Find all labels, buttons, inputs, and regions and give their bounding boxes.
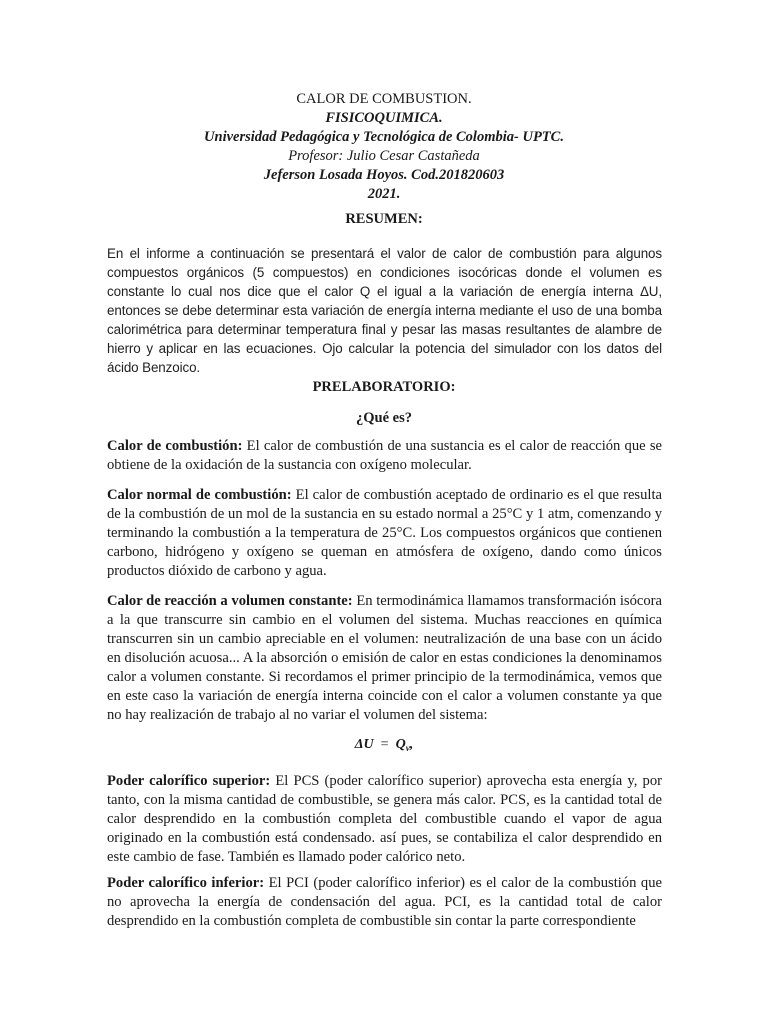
definition-calor-normal — [107, 486, 662, 581]
definition-pci — [107, 874, 662, 931]
definition-term: Calor normal de combustión: — [107, 487, 292, 503]
definition-volumen-constante — [107, 592, 662, 725]
equation-lhs: ΔU — [354, 737, 374, 752]
author-line: Jeferson Losada Hoyos. Cod.201820603 — [263, 167, 505, 183]
equation-tail: , — [409, 737, 414, 752]
definition-term: Calor de combustión: — [107, 438, 243, 454]
definition-text: El PCI (poder calorífico inferior) es el calor de la combustión que no aprovecha la energía de condensación del agua. PCI, es la cantidad total de calor desprendido en la combustión completa de combustible sin contar la parte correspondiente — [107, 875, 662, 929]
subject-line: FISICOQUIMICA. — [325, 110, 443, 126]
document-header — [0, 90, 768, 204]
prelab-question: ¿Qué es? — [356, 410, 412, 426]
prelab-heading: PRELABORATORIO: — [312, 379, 456, 395]
equation-rhs: Q — [395, 737, 406, 752]
resumen-heading: RESUMEN: — [345, 211, 423, 227]
resumen-paragraph: En el informe a continuación se presentará el valor de calor de combustión para algunos compuestos orgánicos (5 compuestos) en condiciones isocóricas donde el volumen es constante lo cual nos dice que el calor Q el igual a la variación de energía interna ΔU, entonces se debe determinar esta variación de energía interna mediante el uso de una bomba calorimétrica para determinar temperatura final y pesar las masas resultantes de alambre de hierro y aplicar en las ecuaciones. Ojo calcular la potencia del simulador con los datos del ácido Benzoico. — [107, 246, 662, 375]
document-title: CALOR DE COMBUSTION. — [296, 91, 472, 107]
university-line: Universidad Pedagógica y Tecnológica de Colombia- UPTC. — [204, 129, 564, 145]
professor-line: Profesor: Julio Cesar Castañeda — [288, 148, 480, 164]
definition-text: El PCS (poder calorífico superior) aprovecha esta energía y, por tanto, con la misma cantidad de combustible, se genera más calor. PCS, es la cantidad total de calor desprendido en la combustión completa del combustible cuando el vapor de agua originado en la combustión está condensado. así pues, se contabiliza el calor desprendido en este cambio de fase. También es llamado poder calórico neto. — [107, 773, 662, 865]
equation-equals: = — [380, 737, 389, 752]
definition-text: El calor de combustión aceptado de ordinario es el que resulta de la combustión de un mol de la sustancia en su estado normal a 25°C y 1 atm, comenzando y terminando la combustión a la temperatura de 25°C. Los compuestos orgánicos que contienen carbono, hidrógeno y oxígeno se queman en atmósfera de oxígeno, dando como únicos productos dióxido de carbono y agua. — [107, 487, 662, 579]
equation-subscript: v — [405, 743, 410, 753]
equation-delta-u-qv — [0, 737, 768, 753]
definition-pcs — [107, 772, 662, 867]
definition-text: El calor de combustión de una sustancia es el calor de reacción que se obtiene de la oxidación de la sustancia con oxígeno molecular. — [107, 438, 662, 473]
year-line: 2021. — [367, 186, 401, 202]
definition-calor-combustion — [107, 437, 662, 475]
definition-term: Calor de reacción a volumen constante: — [107, 593, 353, 609]
definition-text: En termodinámica llamamos transformación isócora a la que transcurre sin cambio en el volumen del sistema. Muchas reacciones en química transcurren sin un cambio apreciable en el volumen: neutralización de una base con un ácido en disolución acuosa... A la absorción o emisión de calor en estas condiciones la denominamos calor a volumen constante. Si recordamos el primer principio de la termodinámica, vemos que en este caso la variación de energía interna coincide con el calor a volumen constante ya que no hay realización de trabajo al no variar el volumen del sistema: — [107, 593, 662, 723]
definition-term: Poder calorífico superior: — [107, 773, 271, 789]
definition-term: Poder calorífico inferior: — [107, 875, 265, 891]
